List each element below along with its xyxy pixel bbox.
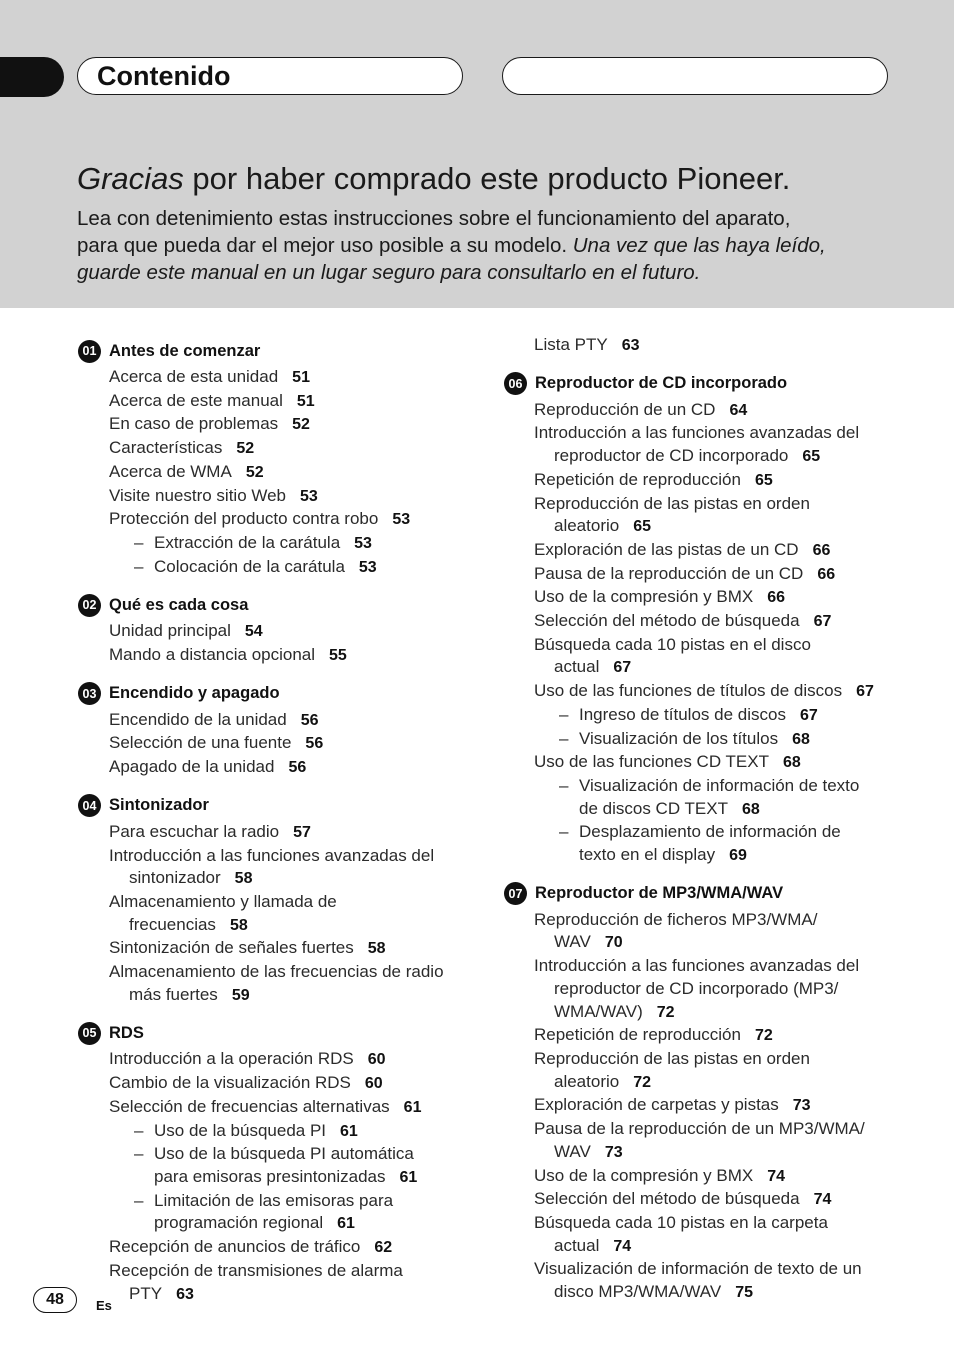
toc-entry-text: WMA/WAV) [554,1001,643,1021]
toc-entry[interactable] [504,1024,924,1048]
toc-entry-line [534,1001,924,1025]
toc-entry-text: Selección de una fuente [109,733,292,753]
section-number-badge: 05 [78,1022,101,1045]
toc-entry-text: Introducción a las funciones avanzadas del [534,423,860,443]
toc-entry[interactable] [78,461,478,485]
toc-page-number: 64 [729,401,748,419]
toc-entry-text: Repetición de reproducción [534,469,741,489]
intro-line-3-italic: guarde este manual en un lugar seguro para consultarlo en el futuro. [77,261,701,284]
toc-entry-line [534,1071,924,1095]
toc-page-number: 56 [300,711,319,729]
toc-entry-text: de discos CD TEXT [579,798,728,818]
toc-page-number: 68 [741,800,760,818]
section-title: Reproductor de CD incorporado [535,374,788,393]
toc-entry-text: Recepción de anuncios de tráfico [109,1237,361,1257]
toc-page-number: 55 [329,647,347,665]
toc-entry-text: Uso de las funciones de títulos de discos [534,681,843,701]
toc-entry[interactable] [78,1236,478,1260]
toc-entry[interactable] [504,539,924,563]
toc-entry-line [559,844,924,868]
toc-page-number: 66 [767,589,785,607]
section-number-badge: 01 [78,340,101,363]
toc-page-number: 63 [176,1285,194,1303]
toc-section-header[interactable] [78,592,478,618]
toc-page-number: 73 [604,1143,623,1161]
toc-entry-text: Acerca de esta unidad [109,367,279,386]
toc-entry[interactable] [504,469,924,493]
toc-page-number: 68 [792,730,810,748]
intro-line-2 [77,232,877,259]
toc-section-header[interactable] [78,793,478,819]
toc-entry-text: Visualización de información de texto de un [534,1259,862,1279]
toc-page-number: 67 [813,613,832,631]
toc-entry[interactable] [504,1212,924,1258]
toc-entry[interactable] [504,1048,924,1094]
intro-line-2-plain: para que pueda dar el mejor uso posible a su modelo. [77,234,573,257]
toc-page-number: 56 [288,759,307,777]
toc-subentry[interactable] [78,556,478,580]
toc-section-04 [78,793,478,1008]
toc-entry-line [534,1235,924,1259]
page-number: 48 [33,1287,77,1313]
toc-entry[interactable] [504,1188,924,1212]
headline-rest: por haber comprado este producto Pioneer. [183,161,791,196]
toc-page-number: 53 [300,487,318,505]
toc-page-number: 59 [231,986,250,1004]
intro-paragraph [77,205,877,286]
section-number-badge: 07 [504,882,527,905]
toc-page-number: 67 [613,659,632,677]
toc-entry-text: Exploración de carpetas y pistas [534,1095,779,1115]
toc-subentry[interactable] [78,1120,478,1144]
section-title: Reproductor de MP3/WMA/WAV [535,884,784,903]
toc-right-column [504,334,924,1318]
toc-entry[interactable] [78,390,478,414]
toc-entry-text: WAV [554,1141,591,1161]
section-title: Contenido [97,61,231,91]
toc-entry[interactable] [78,366,478,390]
toc-entry-text: Protección del producto contra robo [109,509,379,529]
toc-page-number: 73 [792,1097,811,1115]
toc-entry-text: Apagado de la unidad [109,757,275,777]
toc-entry-text: Para escuchar la radio [109,821,280,841]
toc-entry-text: Almacenamiento de las frecuencias de radio [109,962,444,982]
toc-page-number: 61 [337,1215,355,1233]
section-title: Qué es cada cosa [109,595,249,614]
toc-entry-text: Reproducción de las pistas en orden [534,493,810,513]
toc-entry-text: reproductor de CD incorporado [554,446,789,466]
toc-page-number: 69 [729,847,747,865]
toc-entry-line [134,1212,478,1236]
toc-entry-text: – Limitación de las emisoras para [154,1190,394,1210]
toc-subentry[interactable] [504,728,924,752]
toc-subentry[interactable] [504,775,924,821]
toc-page-number: 65 [754,471,773,489]
toc-entry-line [534,515,924,539]
toc-entry-line [534,931,924,955]
toc-page-number: 53 [354,534,372,552]
toc-section-06 [504,371,924,868]
toc-entry-line [134,1166,478,1190]
toc-page-number: 61 [403,1098,422,1116]
toc-entry-text: – Visualización de información de texto [579,775,860,795]
toc-page-number: 56 [305,735,324,753]
toc-page-number: 63 [621,337,640,354]
section-title: Sintonizador [109,796,209,815]
page-headline [77,160,790,198]
toc-section-header[interactable] [78,681,478,707]
toc-entry-line [534,1281,924,1305]
toc-entry[interactable] [78,413,478,437]
toc-entry-line [109,1283,478,1307]
toc-entry-text: Pausa de la reproducción de un MP3/WMA/ [534,1119,865,1139]
toc-entry-text: aleatorio [554,516,620,536]
toc-entry[interactable] [504,1258,924,1304]
toc-page-number: 61 [399,1168,418,1186]
section-number-badge: 04 [78,794,101,817]
toc-entry[interactable] [504,680,924,704]
toc-entry[interactable] [78,821,478,845]
language-code: Es [96,1298,112,1313]
toc-entry[interactable] [78,1260,478,1306]
toc-entry-text: Uso de la búsqueda PI [154,1120,327,1140]
toc-entry-text: Acerca de WMA [109,461,232,481]
toc-entry[interactable] [504,955,924,1024]
toc-entry-text: aleatorio [554,1071,620,1091]
intro-line-2-italic: Una vez que las haya leído, [572,234,826,257]
toc-page-number: 72 [754,1027,773,1045]
toc-entry-text: reproductor de CD incorporado (MP3/ [554,978,839,998]
toc-entry-text: WAV [554,932,591,952]
toc-entry-text: Repetición de reproducción [534,1025,741,1045]
toc-entry-text: actual [554,657,600,677]
toc-page-number: 65 [633,518,652,536]
toc-entry[interactable] [78,437,478,461]
toc-entry-text: Selección del método de búsqueda [534,611,800,631]
toc-page-number: 53 [358,558,377,576]
toc-entry-line [534,1141,924,1165]
toc-entry-text: Uso de la compresión y BMX [534,587,754,607]
toc-page-number: 65 [802,448,821,466]
toc-page-number: 52 [245,463,264,481]
toc-section-01 [78,338,478,579]
toc-entry[interactable] [78,937,478,961]
toc-entry-text: PTY [129,1283,163,1303]
toc-section-05 [78,1020,478,1306]
toc-entry[interactable] [504,751,924,775]
toc-entry[interactable] [504,610,924,634]
toc-entry-line [559,798,924,822]
toc-entry-text: – Desplazamiento de información de [579,822,841,842]
toc-entry-text: Reproducción de las pistas en orden [534,1048,810,1068]
toc-page-number: 74 [813,1191,832,1209]
toc-entry-text: Introducción a la operación RDS [109,1049,354,1069]
toc-entry[interactable] [504,1165,924,1189]
toc-entry[interactable] [78,845,478,891]
toc-page-number: 72 [633,1073,652,1091]
intro-line-3 [77,259,877,286]
toc-entry-text: Búsqueda cada 10 pistas en el disco [534,634,811,654]
section-number-badge: 03 [78,682,101,705]
toc-entry-line [109,984,478,1008]
toc-entry-text: Uso de la compresión y BMX [534,1165,754,1185]
toc-entry-text: Uso de las funciones CD TEXT [534,752,769,772]
toc-entry-text: actual [554,1235,600,1255]
toc-entry[interactable] [78,508,478,532]
toc-page-number: 62 [374,1239,393,1257]
toc-entry-text: Búsqueda cada 10 pistas en la carpeta [534,1212,828,1232]
empty-title-frame [502,57,888,95]
toc-entry[interactable] [504,586,924,610]
toc-left-column [78,338,478,1319]
intro-line-1: Lea con detenimiento estas instrucciones sobre el funcionamiento del aparato, [77,207,791,230]
toc-entry[interactable] [78,732,478,756]
toc-entry[interactable] [78,756,478,780]
toc-entry-text: Reproducción de ficheros MP3/WMA/ [534,909,818,929]
toc-page-number: 52 [292,416,310,434]
section-title: Encendido y apagado [109,684,280,703]
toc-entry-text: Sintonización de señales fuertes [109,938,354,958]
toc-entry-text: Exploración de las pistas de un CD [534,539,799,559]
toc-section-07 [504,881,924,1305]
toc-entry-text: Mando a distancia opcional [109,645,316,665]
toc-entry-line [534,445,924,469]
toc-page-number: 52 [236,440,255,458]
toc-page-number: 70 [604,934,623,952]
toc-section-header[interactable] [504,371,924,397]
section-title: Antes de comenzar [109,341,261,360]
toc-page-number: 58 [234,870,253,888]
toc-subentry[interactable] [78,532,478,556]
toc-entry[interactable] [504,334,924,358]
toc-page-number: 74 [613,1237,632,1255]
toc-entry-line [109,914,478,938]
toc-page-number: 51 [296,392,315,410]
toc-entry[interactable] [504,909,924,955]
toc-page-number: 61 [340,1122,358,1140]
toc-entry-text: más fuertes [129,984,218,1004]
toc-entry[interactable] [78,644,478,668]
toc-entry-text: sintonizador [129,868,221,888]
section-number-badge: 02 [78,594,101,617]
toc-page-number: 60 [364,1075,383,1093]
toc-entry-text: Características [109,438,223,458]
toc-page-number: 75 [735,1284,753,1302]
toc-entry-text: Visite nuestro sitio Web [109,485,287,505]
toc-entry[interactable] [504,399,924,423]
toc-page-number: 74 [767,1167,785,1185]
toc-entry-text: Introducción a las funciones avanzadas del [109,845,435,865]
toc-subentry[interactable] [78,1143,478,1189]
toc-page-number: 66 [812,541,831,559]
toc-subentry[interactable] [504,821,924,867]
toc-page-number: 58 [229,916,248,934]
toc-entry-text: Recepción de transmisiones de alarma [109,1260,403,1280]
toc-entry-text: Reproducción de un CD [534,399,716,419]
toc-page-number: 67 [799,706,818,724]
toc-entry-text: disco MP3/WMA/WAV [554,1282,722,1302]
headline-italic: Gracias [77,161,184,196]
toc-entry[interactable] [504,634,924,680]
toc-entry[interactable] [504,493,924,539]
toc-page-number: 51 [292,369,310,386]
toc-entry-text: Ingreso de títulos de discos [579,704,786,724]
toc-subentry[interactable] [504,704,924,728]
toc-page-number: 53 [392,511,411,529]
toc-entry[interactable] [78,1048,478,1072]
toc-entry-text: Pausa de la reproducción de un CD [534,563,804,583]
toc-entry[interactable] [78,961,478,1007]
toc-entry-text: Visualización de los títulos [579,728,779,748]
toc-section-header[interactable] [504,881,924,907]
toc-entry-text: Lista PTY [534,335,608,354]
toc-entry-text: Extracción de la carátula [154,532,341,552]
toc-entry-line [534,656,924,680]
toc-entry[interactable] [78,1072,478,1096]
toc-entry-text: Acerca de este manual [109,390,283,410]
toc-subentry[interactable] [78,1190,478,1236]
toc-page-number: 67 [856,683,874,701]
toc-entry[interactable] [504,1094,924,1118]
toc-entry[interactable] [504,422,924,468]
toc-entry-text: Introducción a las funciones avanzadas del [534,956,860,976]
toc-page-number: 57 [293,823,311,841]
toc-entry-text: Encendido de la unidad [109,709,287,729]
toc-entry[interactable] [504,1118,924,1164]
toc-entry[interactable] [78,891,478,937]
toc-section-header[interactable] [78,338,478,364]
toc-section-header[interactable] [78,1020,478,1046]
toc-entry-line [109,867,478,891]
section-tab-marker [0,57,64,97]
toc-entry[interactable] [78,620,478,644]
toc-entry[interactable] [504,563,924,587]
section-number-badge: 06 [504,372,527,395]
toc-page-number: 58 [367,940,386,958]
toc-entry-text: Selección de frecuencias alternativas [109,1096,390,1116]
toc-section-02 [78,592,478,667]
toc-entry-text: para emisoras presintonizadas [154,1166,386,1186]
toc-entry[interactable] [78,485,478,509]
toc-entry-text: Cambio de la visualización RDS [109,1073,351,1093]
toc-page-number: 54 [244,623,263,641]
toc-page-number: 60 [367,1051,386,1069]
toc-page-number: 68 [782,754,801,772]
toc-page-number: 66 [817,565,836,583]
toc-entry[interactable] [78,709,478,733]
toc-entry-text: Colocación de la carátula [154,556,345,576]
toc-entry-text: Selección del método de búsqueda [534,1189,800,1209]
toc-section-03 [78,681,478,780]
section-title: RDS [109,1023,144,1042]
toc-entry-text: Almacenamiento y llamada de [109,891,337,911]
toc-entry-text: programación regional [154,1213,324,1233]
toc-page-number: 72 [656,1003,675,1021]
toc-entry-text: – Uso de la búsqueda PI automática [154,1144,414,1164]
toc-entry-text: Unidad principal [109,621,231,641]
toc-entry-text: En caso de problemas [109,414,279,434]
toc-entry[interactable] [78,1096,478,1120]
toc-entry-text: frecuencias [129,914,216,934]
toc-entry-text: texto en el display [579,845,716,865]
